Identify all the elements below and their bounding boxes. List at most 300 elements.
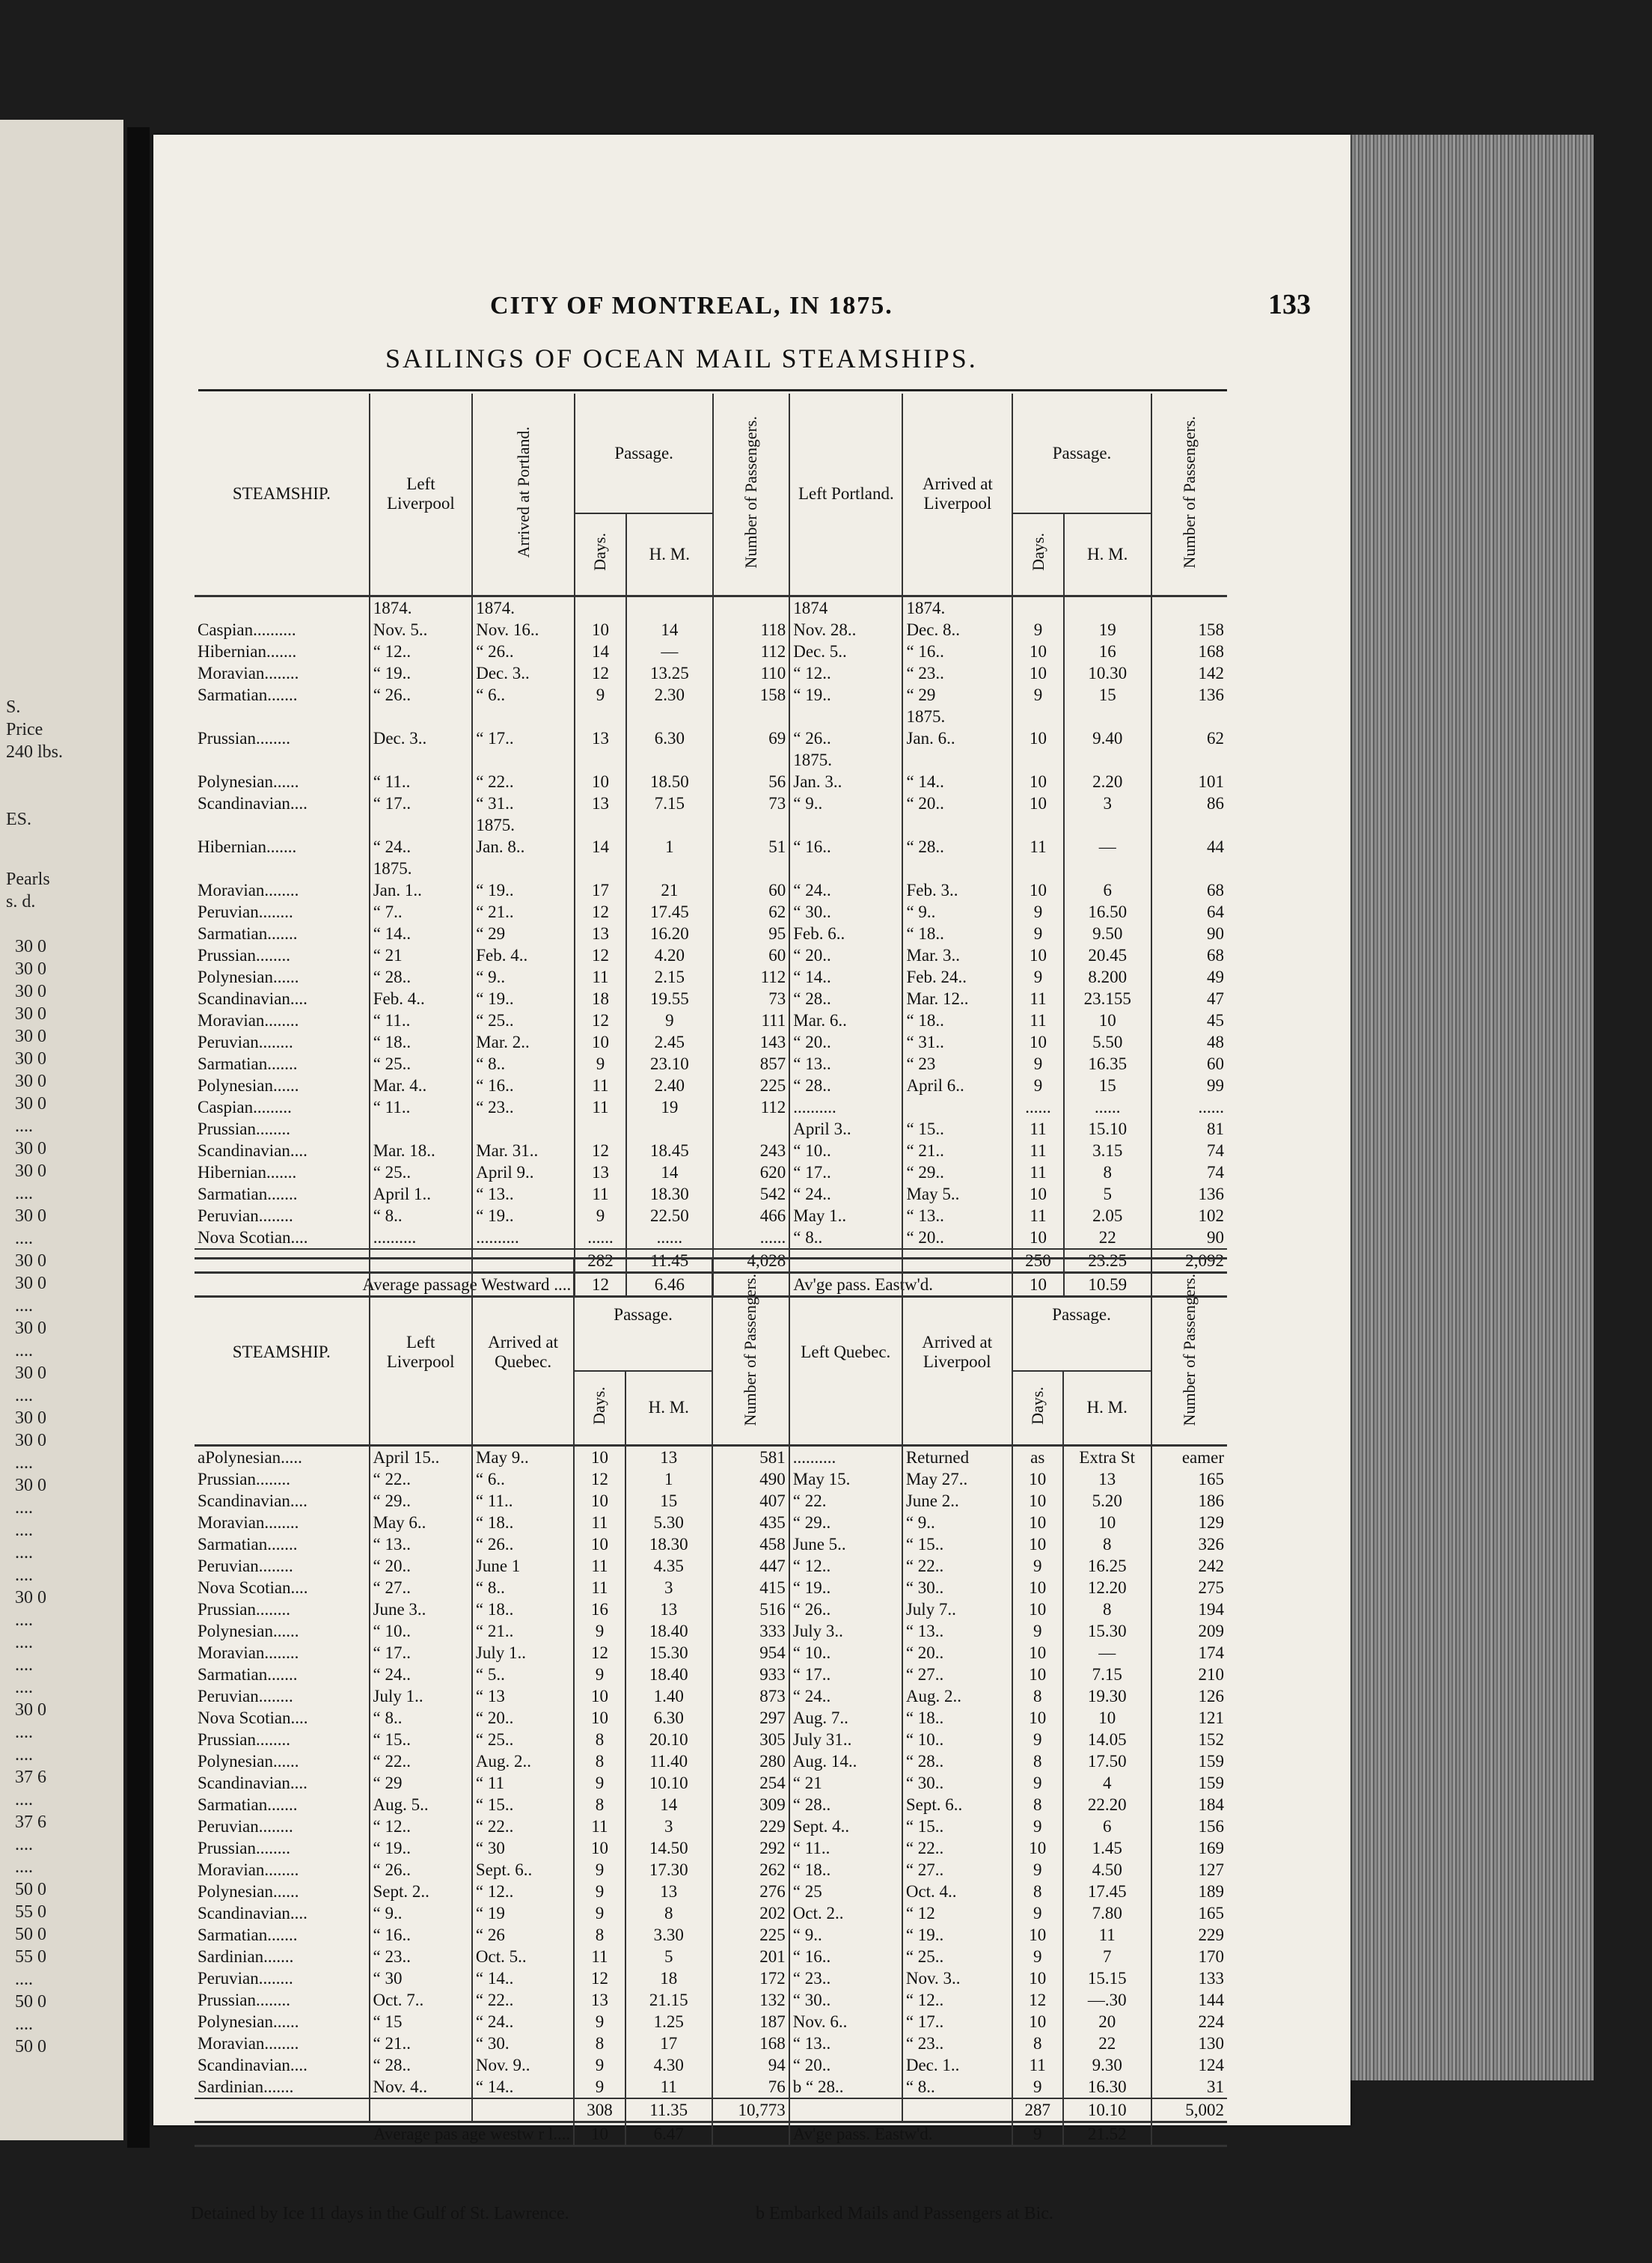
cell-hm-east: — — [1063, 1642, 1151, 1664]
col-steamship: STEAMSHIP. — [232, 484, 331, 504]
cell-arrived: “ 26.. — [472, 641, 575, 662]
cell-hm-east: 8 — [1063, 1598, 1151, 1620]
cell-days-east: as — [1012, 1446, 1063, 1469]
table-row — [195, 684, 1227, 706]
cell-ship: Hibernian....... — [198, 641, 297, 661]
cell-days: 8 — [574, 1794, 625, 1815]
cell-arrived-liverpool: Aug. 2.. — [902, 1685, 1012, 1707]
cell-arrived-liverpool: “ 10.. — [902, 1729, 1012, 1750]
table-row — [195, 1881, 1227, 1902]
cell-arrived-liverpool: “ 21.. — [902, 1140, 1012, 1161]
table-row — [195, 792, 1227, 814]
cell-arrived-liverpool: Nov. 3.. — [902, 1967, 1012, 1989]
cell-days — [575, 1118, 625, 1140]
cell-arrived-liverpool: “ 13.. — [902, 1620, 1012, 1642]
total-days-east: 250 — [1012, 1249, 1063, 1273]
cell-days: 13 — [575, 727, 625, 749]
left-page-value: 50 0 — [15, 2037, 46, 2056]
cell-passengers: 60 — [713, 944, 789, 966]
cell-hm-east — [1064, 749, 1151, 771]
avg-east-hm: 21.52 — [1063, 2122, 1151, 2146]
cell-ship — [195, 596, 370, 619]
cell-passengers: 118 — [713, 619, 789, 641]
cell-left-port: “ 11.. — [789, 1837, 902, 1859]
left-page-value: 30 0 — [15, 1431, 46, 1450]
left-page-value: .... — [15, 1857, 33, 1877]
cell-left-port — [789, 706, 902, 727]
cell-left-liverpool: Aug. 5.. — [370, 1794, 472, 1815]
table-row — [195, 1815, 1227, 1837]
cell-hm: 13 — [625, 1446, 712, 1469]
cell-passengers: 620 — [713, 1161, 789, 1183]
cell-hm-east: 10 — [1064, 1010, 1151, 1031]
cell-left-liverpool: “ 14.. — [370, 923, 472, 944]
cell-hm-east: 19 — [1064, 619, 1151, 641]
cell-days: 16 — [574, 1598, 625, 1620]
cell-arrived-liverpool: Feb. 24.. — [902, 966, 1012, 988]
cell-ship: Sarmatian....... — [198, 1665, 298, 1684]
total-hm: 11.35 — [625, 2098, 712, 2122]
cell-passengers: 857 — [713, 1053, 789, 1075]
cell-days: 14 — [575, 836, 625, 858]
cell-hm: 18.45 — [626, 1140, 713, 1161]
table-row — [195, 1512, 1227, 1533]
cell-left-liverpool: 1874. — [370, 596, 472, 619]
cell-days: 12 — [575, 662, 625, 684]
cell-ship: Prussian........ — [198, 1991, 290, 2009]
cell-left-port: “ 28.. — [789, 1075, 902, 1096]
cell-left-liverpool: April 1.. — [370, 1183, 472, 1205]
cell-days-east: 9 — [1012, 1075, 1063, 1096]
cell-arrived: Aug. 2.. — [472, 1750, 574, 1772]
cell-passengers-east: 242 — [1151, 1555, 1227, 1577]
cell-arrived-liverpool: “ 30.. — [902, 1772, 1012, 1794]
cell-left-port: Nov. 6.. — [789, 2011, 902, 2033]
cell-left-liverpool: “ 21 — [370, 944, 472, 966]
table-row — [195, 771, 1227, 792]
cell-arrived-liverpool: “ 20.. — [902, 792, 1012, 814]
cell-passengers: 112 — [713, 1096, 789, 1118]
cell-arrived-liverpool: “ 13.. — [902, 1205, 1012, 1227]
table-row — [195, 1446, 1227, 1469]
cell-arrived: “ 6.. — [472, 1468, 574, 1490]
cell-arrived: 1874. — [472, 596, 575, 619]
cell-days-east: 8 — [1012, 1881, 1063, 1902]
cell-days-east: 10 — [1012, 1642, 1063, 1664]
cell-arrived-liverpool: “ 15.. — [902, 1118, 1012, 1140]
cell-left-liverpool: “ 8.. — [370, 1707, 472, 1729]
table-row — [195, 1053, 1227, 1075]
left-page-value: 50 0 — [15, 1992, 46, 2012]
cell-days: 11 — [575, 1096, 625, 1118]
cell-left-liverpool: May 6.. — [370, 1512, 472, 1533]
table-row — [195, 1075, 1227, 1096]
cell-arrived-liverpool: “ 19.. — [902, 1924, 1012, 1946]
cell-passengers-east: 165 — [1151, 1468, 1227, 1490]
cell-hm: 14 — [626, 619, 713, 641]
cell-left-port: 1875. — [789, 749, 902, 771]
cell-left-liverpool — [370, 814, 472, 836]
cell-passengers: 73 — [713, 988, 789, 1010]
cell-arrived: “ 17.. — [472, 727, 575, 749]
total-blank — [472, 2098, 574, 2122]
cell-ship: Prussian........ — [198, 1839, 290, 1857]
cell-left-port: “ 29.. — [789, 1512, 902, 1533]
cell-passengers-east: 48 — [1151, 1031, 1227, 1053]
portland-sailings-table — [195, 394, 1227, 1298]
cell-hm: 7.15 — [626, 792, 713, 814]
cell-left-liverpool: “ 17.. — [370, 792, 472, 814]
col-arrived-liverpool: Arrived at Liverpool — [902, 394, 1012, 596]
cell-days: 10 — [574, 1533, 625, 1555]
cell-left-port: “ 26.. — [789, 727, 902, 749]
cell-passengers: 243 — [713, 1140, 789, 1161]
table-row — [195, 1555, 1227, 1577]
cell-ship: Polynesian...... — [198, 967, 299, 986]
left-page-value: 30 0 — [15, 1139, 46, 1158]
cell-left-liverpool: Dec. 3.. — [370, 727, 472, 749]
cell-left-liverpool: 1875. — [370, 858, 472, 879]
cell-days-east: 9 — [1012, 1729, 1063, 1750]
table-row — [195, 1533, 1227, 1555]
cell-passengers-east: 144 — [1151, 1989, 1227, 2011]
cell-passengers: 933 — [712, 1664, 789, 1685]
cell-ship — [195, 858, 370, 879]
col-hm: H. M. — [625, 1371, 712, 1446]
left-page-value: .... — [15, 1543, 33, 1563]
cell-ship — [195, 749, 370, 771]
cell-hm: 11 — [625, 2076, 712, 2098]
cell-days: 8 — [574, 1729, 625, 1750]
col-days: Days. — [590, 1386, 609, 1425]
cell-left-liverpool: Oct. 7.. — [370, 1989, 472, 2011]
cell-arrived: “ 20.. — [472, 1707, 574, 1729]
cell-left-port: “ 12.. — [789, 662, 902, 684]
cell-left-port: “ 24.. — [789, 879, 902, 901]
cell-days-east: 10 — [1012, 1227, 1063, 1249]
cell-days-east: 10 — [1012, 1183, 1063, 1205]
cell-left-port: “ 9.. — [789, 792, 902, 814]
table-row — [195, 1967, 1227, 1989]
cell-passengers: 112 — [713, 966, 789, 988]
cell-days-east: 11 — [1012, 1161, 1063, 1183]
cell-days: 11 — [574, 1946, 625, 1967]
cell-hm-east: 17.45 — [1063, 1881, 1151, 1902]
left-page-value: 30 0 — [15, 1004, 46, 1024]
left-page-line: Pearls — [6, 870, 50, 889]
cell-hm: 3.30 — [625, 1924, 712, 1946]
cell-left-port: April 3.. — [789, 1118, 902, 1140]
table-row — [195, 1096, 1227, 1118]
cell-passengers-east: 210 — [1151, 1664, 1227, 1685]
cell-days: 9 — [574, 1772, 625, 1794]
book-page — [153, 135, 1350, 2223]
left-page-value: 55 0 — [15, 1947, 46, 1967]
cell-arrived: “ 30 — [472, 1837, 574, 1859]
cell-ship: Moravian........ — [198, 880, 299, 900]
cell-hm: 5.30 — [625, 1512, 712, 1533]
table-row — [195, 944, 1227, 966]
cell-days: 11 — [575, 966, 625, 988]
cell-passengers: 95 — [713, 923, 789, 944]
cell-left-liverpool: June 3.. — [370, 1598, 472, 1620]
cell-passengers: 516 — [712, 1598, 789, 1620]
cell-left-liverpool: “ 21.. — [370, 2033, 472, 2054]
avg-east-label: Av'ge pass. Eastw'd. — [789, 2122, 1012, 2146]
cell-ship: Peruvian........ — [198, 1687, 293, 1705]
cell-arrived: “ 21.. — [472, 1620, 574, 1642]
cell-passengers: 60 — [713, 879, 789, 901]
cell-hm: 15 — [625, 1490, 712, 1512]
left-page-value: 30 0 — [15, 1027, 46, 1046]
cell-passengers-east: eamer — [1151, 1446, 1227, 1469]
cell-arrived: “ 30. — [472, 2033, 574, 2054]
cell-hm: 14 — [625, 1794, 712, 1815]
total-passengers-east: 2,092 — [1151, 1249, 1227, 1273]
cell-left-liverpool: “ 8.. — [370, 1205, 472, 1227]
cell-arrived-liverpool: “ 25.. — [902, 1946, 1012, 1967]
table-row — [195, 641, 1227, 662]
total-passengers: 10,773 — [712, 2098, 789, 2122]
cell-left-liverpool: “ 19.. — [370, 662, 472, 684]
left-page-value: 55 0 — [15, 1902, 46, 1922]
cell-days-east: 9 — [1012, 1555, 1063, 1577]
cell-ship: Moravian........ — [198, 1010, 299, 1030]
cell-days: 8 — [574, 1924, 625, 1946]
cell-arrived-liverpool: “ 12.. — [902, 1989, 1012, 2011]
cell-ship: Peruvian........ — [198, 902, 293, 921]
col-days-east: Days. — [1028, 533, 1047, 572]
cell-left-liverpool: “ 25.. — [370, 1161, 472, 1183]
cell-ship: Scandinavian.... — [198, 2056, 308, 2074]
left-page-line: 240 lbs. — [6, 742, 64, 762]
cell-days-east: 9 — [1012, 966, 1063, 988]
cell-left-liverpool: “ 9.. — [370, 1902, 472, 1924]
cell-hm: 17.45 — [626, 901, 713, 923]
cell-days: 10 — [575, 619, 625, 641]
table-row — [195, 879, 1227, 901]
cell-passengers-east: 126 — [1151, 1685, 1227, 1707]
cell-days-east: 10 — [1012, 792, 1063, 814]
cell-left-liverpool: “ 26.. — [370, 684, 472, 706]
cell-left-port: “ 17.. — [789, 1161, 902, 1183]
cell-left-liverpool: “ 11.. — [370, 1096, 472, 1118]
cell-ship: Nova Scotian.... — [198, 1227, 308, 1247]
cell-hm: 15.30 — [625, 1642, 712, 1664]
col-arrived-portland: Arrived at Portland. — [513, 426, 533, 558]
cell-days-east: 9 — [1012, 2076, 1063, 2098]
cell-arrived-liverpool: “ 12 — [902, 1902, 1012, 1924]
cell-days-east: 10 — [1012, 1577, 1063, 1598]
cell-arrived: “ 13 — [472, 1685, 574, 1707]
cell-arrived-liverpool: Returned — [902, 1446, 1012, 1469]
cell-passengers-east: 127 — [1151, 1859, 1227, 1881]
table-title: SAILINGS OF OCEAN MAIL STEAMSHIPS. — [385, 343, 978, 373]
cell-hm: 16.20 — [626, 923, 713, 944]
cell-hm-east: 5 — [1064, 1183, 1151, 1205]
cell-hm-east: 23.155 — [1064, 988, 1151, 1010]
table-row — [195, 1010, 1227, 1031]
cell-left-liverpool: “ 30 — [370, 1967, 472, 1989]
cell-arrived: “ 19.. — [472, 988, 575, 1010]
table-row — [195, 1205, 1227, 1227]
table-row — [195, 1468, 1227, 1490]
col-passage-east: Passage. — [1012, 394, 1151, 513]
left-page-value: 30 0 — [15, 1700, 46, 1720]
cell-hm-east: 6 — [1063, 1815, 1151, 1837]
cell-days-east: 10 — [1012, 641, 1063, 662]
cell-days-east: 9 — [1012, 923, 1063, 944]
cell-left-liverpool: “ 20.. — [370, 1555, 472, 1577]
cell-passengers-east: 102 — [1151, 1205, 1227, 1227]
average-row — [195, 2122, 1227, 2146]
cell-days-east: 11 — [1012, 1118, 1063, 1140]
cell-hm — [626, 814, 713, 836]
cell-arrived-liverpool: “ 23 — [902, 1053, 1012, 1075]
cell-days: 9 — [575, 1205, 625, 1227]
cell-passengers-east: 326 — [1151, 1533, 1227, 1555]
total-days: 308 — [574, 2098, 625, 2122]
left-page-values — [15, 935, 127, 2058]
cell-hm: 5 — [625, 1946, 712, 1967]
cell-passengers-east: 124 — [1151, 2054, 1227, 2076]
table-row — [195, 1642, 1227, 1664]
left-page-value: 30 0 — [15, 1408, 46, 1428]
cell-hm: 18.50 — [626, 771, 713, 792]
col-left-liverpool: Left Liverpool — [370, 1259, 472, 1446]
cell-ship: Polynesian...... — [198, 1075, 299, 1095]
table-row — [195, 1183, 1227, 1205]
cell-left-port: “ 26.. — [789, 1598, 902, 1620]
table-row — [195, 1118, 1227, 1140]
cell-ship: Nova Scotian.... — [198, 1578, 308, 1597]
cell-ship: Caspian.......... — [198, 620, 296, 639]
cell-hm: 18.40 — [625, 1664, 712, 1685]
cell-arrived: 1875. — [472, 814, 575, 836]
cell-arrived: “ 25.. — [472, 1010, 575, 1031]
cell-passengers: 305 — [712, 1729, 789, 1750]
cell-left-liverpool: “ 18.. — [370, 1031, 472, 1053]
cell-passengers-east: 170 — [1151, 1946, 1227, 1967]
cell-hm-east: 2.05 — [1064, 1205, 1151, 1227]
cell-left-liverpool: Nov. 5.. — [370, 619, 472, 641]
cell-arrived: “ 13.. — [472, 1183, 575, 1205]
cell-arrived-liverpool: Mar. 3.. — [902, 944, 1012, 966]
cell-arrived-liverpool: “ 15.. — [902, 1815, 1012, 1837]
left-page-line: S. — [6, 697, 21, 717]
table-row — [195, 2011, 1227, 2033]
cell-arrived: “ 8.. — [472, 1577, 574, 1598]
cell-days-east: 9 — [1012, 684, 1063, 706]
cell-passengers-east: 142 — [1151, 662, 1227, 684]
cell-passengers-east: 81 — [1151, 1118, 1227, 1140]
cell-hm-east: 5.50 — [1064, 1031, 1151, 1053]
cell-ship: Polynesian...... — [198, 1752, 299, 1771]
cell-arrived: “ 8.. — [472, 1053, 575, 1075]
table-row — [195, 596, 1227, 619]
cell-days: 9 — [575, 684, 625, 706]
col-passage: Passage. — [574, 1259, 712, 1371]
cell-arrived: July 1.. — [472, 1642, 574, 1664]
cell-days-east: 10 — [1012, 944, 1063, 966]
cell-left-liverpool: “ 28.. — [370, 2054, 472, 2076]
left-page-value: 30 0 — [15, 1274, 46, 1293]
cell-left-liverpool: “ 28.. — [370, 966, 472, 988]
col-passage: Passage. — [575, 394, 713, 513]
col-passengers: Number of Passengers. — [741, 1273, 760, 1426]
cell-left-liverpool: .......... — [370, 1227, 472, 1249]
cell-ship: Polynesian...... — [198, 1622, 299, 1640]
cell-arrived-liverpool: “ 20.. — [902, 1227, 1012, 1249]
cell-left-port: “ 20.. — [789, 1031, 902, 1053]
cell-passengers-east: 152 — [1151, 1729, 1227, 1750]
avg-blank — [1151, 2122, 1227, 2146]
cell-left-port: “ 25 — [789, 1881, 902, 1902]
cell-passengers: 187 — [712, 2011, 789, 2033]
cell-left-port: Oct. 2.. — [789, 1902, 902, 1924]
cell-passengers: 333 — [712, 1620, 789, 1642]
cell-passengers: 201 — [712, 1946, 789, 1967]
cell-left-port: “ 21 — [789, 1772, 902, 1794]
cell-hm — [626, 706, 713, 727]
cell-left-port: “ 30.. — [789, 1989, 902, 2011]
cell-left-port: Nov. 28.. — [789, 619, 902, 641]
left-page-fragment — [0, 120, 123, 2140]
avg-west-days: 12 — [575, 1272, 625, 1296]
cell-hm-east: 19.30 — [1063, 1685, 1151, 1707]
cell-passengers: 435 — [712, 1512, 789, 1533]
left-page-value: 30 0 — [15, 937, 46, 956]
col-arrived-liverpool: Arrived at Liverpool — [902, 1259, 1012, 1446]
cell-passengers — [713, 596, 789, 619]
cell-days: 9 — [574, 1859, 625, 1881]
cell-passengers: 202 — [712, 1902, 789, 1924]
cell-hm-east: ...... — [1064, 1096, 1151, 1118]
cell-left-port: “ 18.. — [789, 1859, 902, 1881]
cell-hm: 9 — [626, 1010, 713, 1031]
cell-left-port: “ 16.. — [789, 1946, 902, 1967]
cell-arrived: “ 31.. — [472, 792, 575, 814]
cell-days-east: 9 — [1012, 1053, 1063, 1075]
cell-days-east: 10 — [1012, 727, 1063, 749]
cell-passengers-east: 74 — [1151, 1140, 1227, 1161]
cell-left-liverpool: Nov. 4.. — [370, 2076, 472, 2098]
cell-left-port: “ 28.. — [789, 1794, 902, 1815]
cell-days-east — [1012, 814, 1063, 836]
left-page-value: .... — [15, 1970, 33, 1989]
cell-passengers: 276 — [712, 1881, 789, 1902]
cell-arrived-liverpool — [902, 814, 1012, 836]
cell-days-east: 11 — [1012, 988, 1063, 1010]
cell-ship: Scandinavian.... — [198, 1140, 308, 1160]
cell-passengers: 143 — [713, 1031, 789, 1053]
cell-ship: Prussian........ — [198, 728, 290, 748]
left-page-value: 30 0 — [15, 1363, 46, 1383]
cell-days: 17 — [575, 879, 625, 901]
cell-days: 8 — [574, 2033, 625, 2054]
cell-arrived: “ 14.. — [472, 2076, 574, 2098]
table-row — [195, 619, 1227, 641]
cell-ship: Hibernian....... — [198, 1162, 297, 1182]
cell-passengers-east: 101 — [1151, 771, 1227, 792]
cell-days: 9 — [574, 1881, 625, 1902]
cell-passengers-east: 165 — [1151, 1902, 1227, 1924]
cell-left-liverpool: April 15.. — [370, 1446, 472, 1469]
cell-left-port: “ 10.. — [789, 1642, 902, 1664]
cell-days: 11 — [574, 1815, 625, 1837]
table-row — [195, 1946, 1227, 1967]
cell-days: 9 — [574, 2076, 625, 2098]
